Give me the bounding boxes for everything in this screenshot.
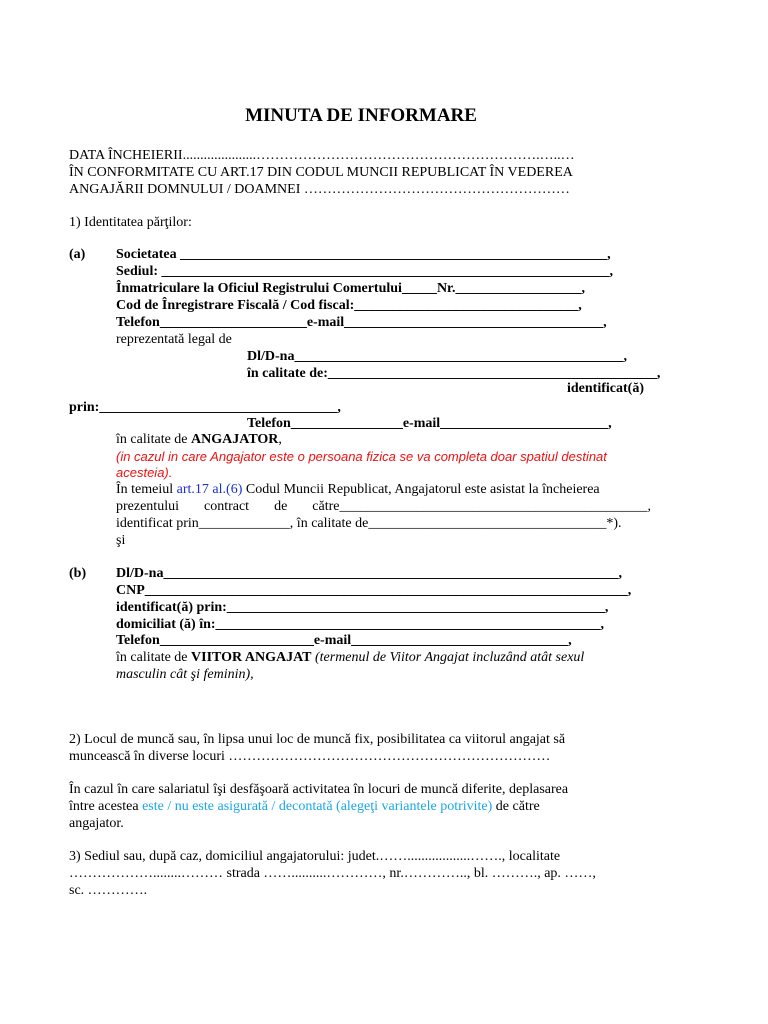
future-employee-note: (termenul de Viitor Angajat incluzând atât sexul — [311, 650, 585, 665]
representative-name-field: Dl/D-na_______________________________________________, — [247, 349, 627, 364]
party-b-marker: (b) — [69, 566, 87, 581]
identified-by-field: prin:__________________________________, — [69, 400, 341, 415]
assistant-identified-line: identificat prin_____________, în calitate de__________________________________*). — [116, 516, 622, 531]
party-b-name-field: Dl/D-na_________________________________________________________________, — [116, 566, 622, 581]
identified-label: identificat(ă) — [567, 381, 644, 396]
future-employee-role-line — [116, 649, 584, 666]
travel-paragraph-line-2 — [69, 798, 540, 815]
travel-prefix: între acestea — [69, 799, 143, 814]
section3-line-3: sc. …………. — [69, 883, 148, 898]
future-employee-word: VIITOR ANGAJAT — [191, 650, 312, 665]
section1-heading: 1) Identitatea părţilor: — [69, 215, 192, 230]
travel-paragraph-line-3: angajator. — [69, 816, 124, 831]
section2-heading-line-2: muncească în diverse locuri …………………………………………………………… — [69, 749, 551, 764]
section2-heading-line-1: 2) Locul de muncă sau, în lipsa unui loc de muncă fix, posibilitatea ca viitorul angajat să — [69, 732, 566, 747]
header-date-line: DATA ÎNCHEIERII.....................…………………………………………………….…..… — [69, 148, 575, 163]
red-note-line-1: (in cazul in care Angajator este o persoana fizica se va completa doar spatiul destinat — [116, 449, 607, 464]
represented-by-label: reprezentată legal de — [116, 332, 232, 347]
party-a-marker: (a) — [69, 247, 86, 262]
and-conjunction: şi — [116, 533, 126, 548]
section3-line-2: ………………........……… strada ……..........…………, nr.………….., bl. ………., ap. ……, — [69, 866, 596, 881]
future-employee-note-line-2: masculin cât şi feminin), — [116, 667, 254, 682]
legal-basis-prefix: În temeiul — [116, 482, 177, 497]
employer-role-prefix: în calitate de — [116, 432, 192, 447]
party-b-phone-email-field: Telefon______________________e-mail_______________________________, — [116, 633, 572, 648]
party-b-cnp-field: CNP_____________________________________________________________________, — [116, 583, 632, 598]
party-b-domicile-field: domiciliat (ă) în:_______________________________________________________, — [116, 617, 605, 632]
header-conformity-line: ÎN CONFORMITATE CU ART.17 DIN CODUL MUNCII REPUBLICAT ÎN VEDEREA — [69, 165, 573, 180]
employer-role-line — [116, 431, 282, 448]
party-a-company-field: Societatea _____________________________________________________________, — [116, 247, 611, 262]
travel-suffix: de către — [492, 799, 540, 814]
travel-options-text: este / nu este asigurată / decontată (alegeţi variantele potrivite) — [142, 799, 493, 814]
representative-role-field: în calitate de:_______________________________________________, — [247, 366, 661, 381]
future-employee-prefix: în calitate de — [116, 650, 192, 665]
justified-word: prezentului — [116, 499, 179, 514]
section3-line-1: 3) Sediul sau, după caz, domiciliul angajatorului: judet.……..................……., localitate — [69, 849, 561, 864]
employer-role-word: ANGAJATOR — [191, 432, 279, 447]
article-link[interactable]: art.17 al.(6) — [176, 482, 243, 497]
justified-word: către____________________________________________, — [312, 499, 651, 514]
party-a-registration-field: Înmatriculare la Oficiul Registrului Comertului_____Nr.__________________, — [116, 281, 585, 296]
document-title: MINUTA DE INFORMARE — [245, 105, 477, 126]
justified-word: contract — [203, 499, 250, 514]
employer-role-suffix: , — [278, 432, 282, 447]
travel-paragraph-line-1: În cazul în care salariatul îşi desfăşoară activitatea în locuri de muncă diferite, deplasarea — [69, 782, 569, 797]
red-note-line-2: acesteia). — [116, 465, 173, 480]
party-a-fiscal-code-field: Cod de Înregistrare Fiscală / Cod fiscal:________________________________, — [116, 298, 582, 313]
assisted-by-line — [116, 498, 651, 515]
legal-basis-line — [116, 481, 600, 498]
party-b-identified-field: identificat(ă) prin:______________________________________________________, — [116, 600, 609, 615]
representative-phone-email-field: Telefon________________e-mail________________________, — [247, 416, 612, 431]
party-a-headquarters-field: Sediul: ________________________________________________________________, — [116, 264, 614, 279]
legal-basis-suffix: Codul Muncii Republicat, Angajatorul este asistat la încheierea — [242, 482, 600, 497]
party-a-phone-email-field: Telefon_____________________e-mail_____________________________________, — [116, 315, 607, 330]
justified-word: de — [274, 499, 288, 514]
header-employee-line: ANGAJĂRII DOMNULUI / DOAMNEI ………………………………………………… — [69, 182, 570, 197]
